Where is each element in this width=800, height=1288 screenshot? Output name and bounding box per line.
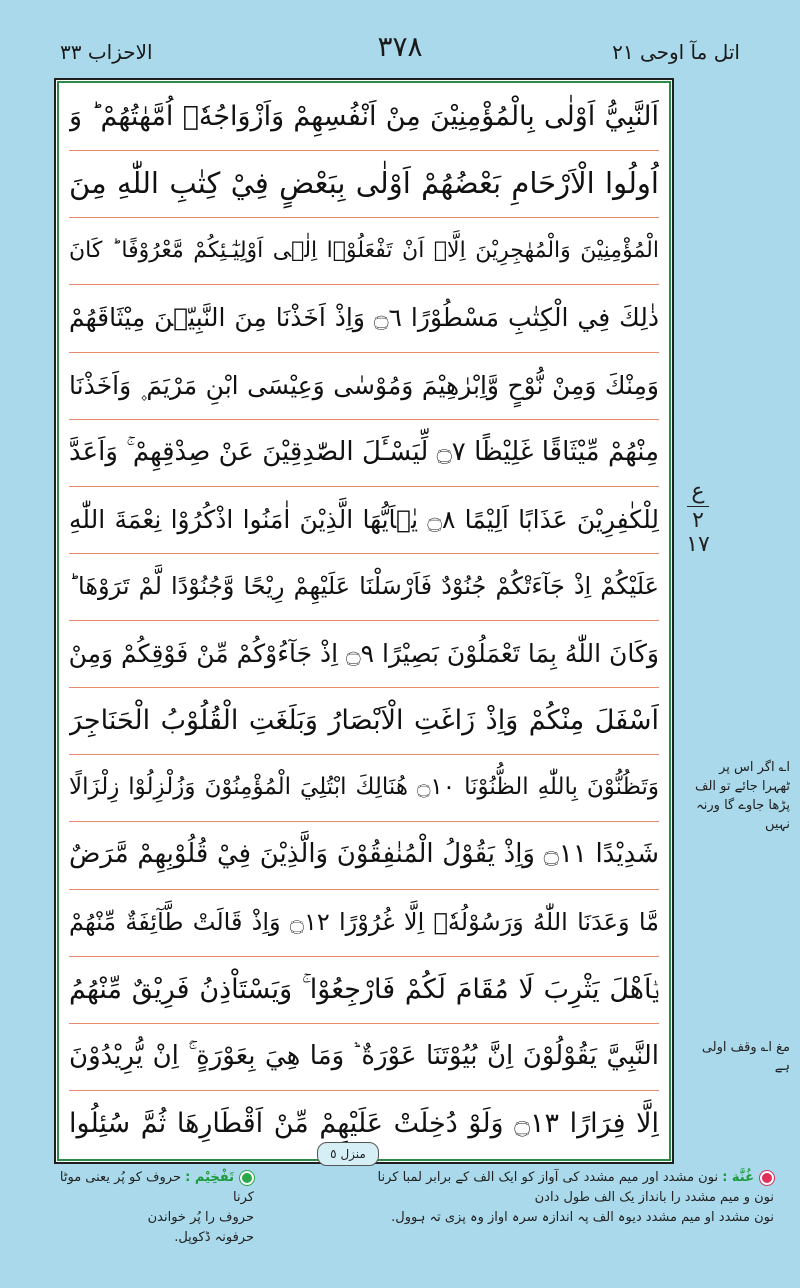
verse-line: مِنْهُمْ مِّيْثَاقًا غَلِيْظًا ۝٧ لِّيَسْـَٔلَ الصّٰدِقِيْنَ عَنْ صِدْقِهِمْ ۚ وَاَعَدَّ: [69, 419, 659, 487]
verse-line: وَتَظُنُّوْنَ بِاللّٰهِ الظُّنُوْنَا ۝١٠ هُنَالِكَ ابْتُلِيَ الْمُؤْمِنُوْنَ وَزُلْزِلُوْا زِلْزَالًا: [69, 754, 659, 822]
verse-line: وَمِنْكَ وَمِنْ نُّوْحٍ وَّاِبْرٰهِيْمَ وَمُوْسٰى وَعِيْسَى ابْنِ مَرْيَمَ ۪ وَاَخَذْنَا: [69, 352, 659, 420]
verse-line: النَّبِيَّ يَقُوْلُوْنَ اِنَّ بُيُوْتَنَا عَوْرَةٌ ؕۛ وَمَا هِيَ بِعَوْرَةٍ ۚۛ اِنْ يُّرِيْدُوْنَ: [69, 1023, 659, 1091]
tafkheem-line-1: حروف کو پُر یعنی موٹا کرنا: [59, 1170, 254, 1205]
verse-line: يٰۤاَهْلَ يَثْرِبَ لَا مُقَامَ لَكُمْ فَارْجِعُوْا ۚ وَيَسْتَاْذِنُ فَرِيْقٌ مِّنْهُمُ: [69, 956, 659, 1024]
verse-line: اُولُوا الْاَرْحَامِ بَعْضُهُمْ اَوْلٰى بِبَعْضٍ فِيْ كِتٰبِ اللّٰهِ مِنَ: [69, 150, 659, 218]
side-note-mark: مغ: [776, 1040, 790, 1055]
side-note-waqf: ا؎ اگر اس پر ٹھہرا جائے تو الف پڑھا جاوے گا ورنہ نہیں: [694, 760, 790, 832]
ghunna-line-2: نون و میم مشدد را بانداز یک الف طول دادن: [534, 1190, 774, 1205]
verse-lines-container: [57, 81, 671, 1161]
surah-name: الاحزاب ٣٣: [60, 40, 153, 64]
verse-line: لِلْكٰفِرِيْنَ عَذَابًا اَلِيْمًا ۝٨ يٰۤاَيُّهَا الَّذِيْنَ اٰمَنُوا اذْكُرُوْا نِعْمَةَ اللّٰهِ: [69, 486, 659, 554]
ruku-number: ٢: [692, 508, 704, 533]
ghunna-line-3: نون مشدد او میم مشدد دیوہ الف پہ اندازہ سرہ اواز وہ پزی تہ ہوول.: [391, 1210, 774, 1225]
text-frame: [54, 78, 674, 1164]
side-note-text: ا؎ وقف اولی ہے: [701, 1040, 790, 1074]
verse-line: وَكَانَ اللّٰهُ بِمَا تَعْمَلُوْنَ بَصِيْرًا ۝٩ اِذْ جَآءُوْكُمْ مِّنْ فَوْقِكُمْ وَمِنْ: [69, 620, 659, 688]
verse-line: عَلَيْكُمْ اِذْ جَآءَتْكُمْ جُنُوْدٌ فَاَرْسَلْنَا عَلَيْهِمْ رِيْحًا وَّجُنُوْدًا لَّمْ تَرَوْهَا ؕ: [69, 553, 659, 621]
verse-line: الْمُؤْمِنِيْنَ وَالْمُهٰجِرِيْنَ اِلَّاۤ اَنْ تَفْعَلُوْۤا اِلٰۤى اَوْلِيٰٓـئِكُمْ مَّعْرُوْفًا ؕ كَانَ: [69, 217, 659, 285]
tafkheem-line-3: حرفونہ ڈکوپل.: [174, 1230, 254, 1245]
footer-ghunna: [354, 1168, 774, 1228]
red-dot-icon: [760, 1171, 774, 1185]
green-dot-icon: [240, 1171, 254, 1185]
manzil-marker: منزل ٥: [317, 1142, 379, 1166]
tafkheem-term: تَفْخِيْم :: [185, 1170, 234, 1185]
ruku-letter: ع: [691, 479, 705, 504]
tafkheem-line-2: حروف را پُر خواندن: [147, 1210, 254, 1225]
verse-line: مَّا وَعَدَنَا اللّٰهُ وَرَسُوْلُهٗۤ اِلَّا غُرُوْرًا ۝١٢ وَاِذْ قَالَتْ طَّآئِفَةٌ مِّنْهُمْ: [69, 889, 659, 957]
ghunna-term: غُنَّة :: [722, 1170, 754, 1185]
ruku-count: ١٧: [686, 532, 710, 557]
page-number: ٣٧٨: [377, 30, 423, 63]
verse-line: شَدِيْدًا ۝١١ وَاِذْ يَقُوْلُ الْمُنٰفِقُوْنَ وَالَّذِيْنَ فِيْ قُلُوْبِهِمْ مَّرَضٌ: [69, 821, 659, 889]
para-name: اتل مآ اوحی ٢١: [612, 40, 740, 64]
ruku-marker: [678, 480, 718, 570]
verse-line: اَلنَّبِيُّ اَوْلٰى بِالْمُؤْمِنِيْنَ مِنْ اَنْفُسِهِمْ وَاَزْوَاجُهٗۤ اُمَّهٰتُهُمْ ؕ وَ: [69, 83, 659, 151]
ruku-divider: [687, 506, 709, 507]
verse-line: اَسْفَلَ مِنْكُمْ وَاِذْ زَاغَتِ الْاَبْصَارُ وَبَلَغَتِ الْقُلُوْبُ الْحَنَاجِرَ: [69, 687, 659, 755]
ghunna-line-1: نون مشدد اور میم مشدد کی آواز کو ایک الف کے برابر لمبا کرنا: [377, 1170, 719, 1185]
verse-line: اِلَّا فِرَارًا ۝١٣ وَلَوْ دُخِلَتْ عَلَيْهِمْ مِّنْ اَقْطَارِهَا ثُمَّ سُئِلُوا: [69, 1107, 659, 1139]
verse-line: ذٰلِكَ فِي الْكِتٰبِ مَسْطُوْرًا ۝٦ وَاِذْ اَخَذْنَا مِنَ النَّبِيّٖنَ مِيْثَاقَهُمْ: [69, 284, 659, 352]
side-note-waqf-awla: [690, 1038, 790, 1076]
footer-tafkheem: [44, 1168, 254, 1248]
